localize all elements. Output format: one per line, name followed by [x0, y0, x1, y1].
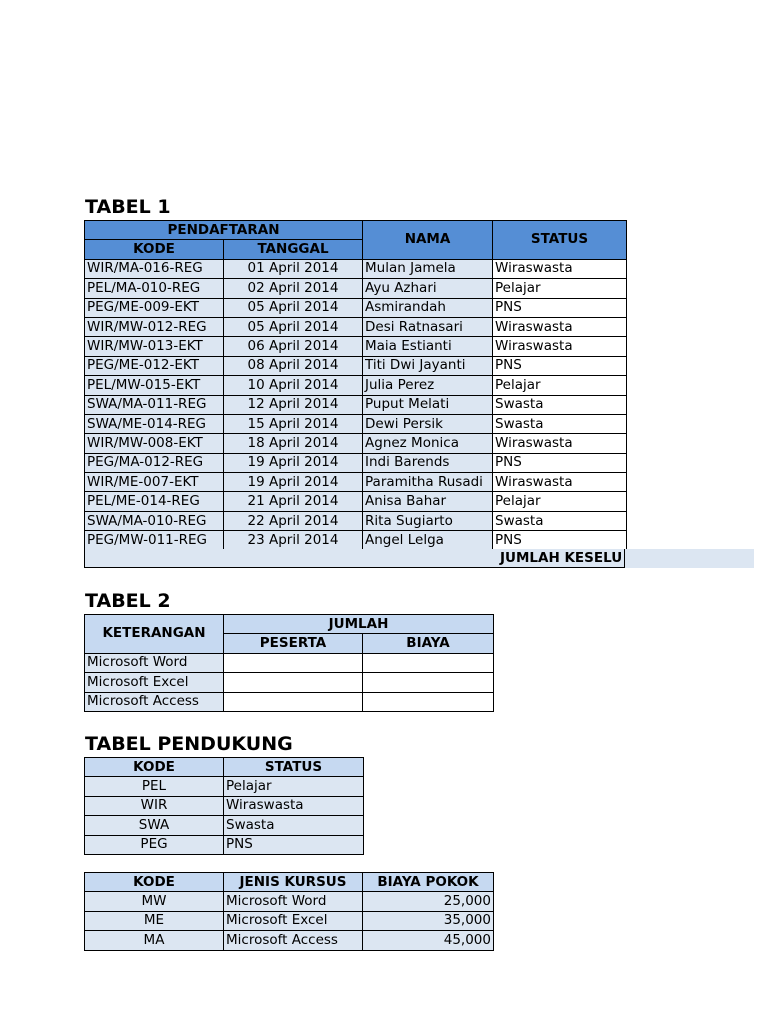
kode-cell: WIR — [85, 796, 224, 815]
kode-cell: SWA/ME-014-REG — [85, 414, 224, 433]
kode-cell: SWA/MA-011-REG — [85, 395, 224, 414]
header-biaya: BIAYA — [363, 634, 494, 653]
keterangan-cell: Microsoft Excel — [85, 673, 224, 692]
nama-cell: Desi Ratnasari — [363, 317, 493, 336]
status-cell: Pelajar — [493, 492, 627, 511]
table-row — [85, 931, 494, 950]
jumlah-keseluruhan-label: JUMLAH KESELU — [500, 550, 623, 566]
status-cell: Wiraswasta — [493, 259, 627, 278]
kode-cell: PEG/MA-012-REG — [85, 453, 224, 472]
kursus-table — [84, 872, 494, 951]
tabel1 — [84, 220, 627, 551]
nama-cell: Mulan Jamela — [363, 259, 493, 278]
nama-cell: Anisa Bahar — [363, 492, 493, 511]
table-row — [85, 298, 627, 317]
table-row — [85, 673, 494, 692]
tanggal-cell: 10 April 2014 — [224, 376, 363, 395]
tanggal-cell: 06 April 2014 — [224, 337, 363, 356]
header-keterangan: KETERANGAN — [85, 615, 224, 654]
kode-cell: WIR/MW-013-EKT — [85, 337, 224, 356]
nama-cell: Puput Melati — [363, 395, 493, 414]
table-row — [85, 376, 627, 395]
nama-cell: Maia Estianti — [363, 337, 493, 356]
table-row — [85, 434, 627, 453]
peserta-cell — [224, 692, 363, 711]
nama-cell: Asmirandah — [363, 298, 493, 317]
status-cell: PNS — [493, 298, 627, 317]
status-cell: Swasta — [224, 816, 364, 835]
tabel1-title: TABEL 1 — [85, 196, 171, 218]
table-row — [85, 337, 627, 356]
nama-cell: Julia Perez — [363, 376, 493, 395]
jenis-kursus-cell: Microsoft Access — [224, 931, 363, 950]
header-peserta: PESERTA — [224, 634, 363, 653]
biaya-pokok-cell: 25,000 — [363, 892, 494, 911]
status-table — [84, 757, 364, 855]
status-cell: PNS — [493, 356, 627, 375]
kode-cell: PEL/MA-010-REG — [85, 279, 224, 298]
kode-cell: PEG/ME-009-EKT — [85, 298, 224, 317]
status-cell: Swasta — [493, 395, 627, 414]
kode-cell: MW — [85, 892, 224, 911]
header-nama: NAMA — [363, 221, 493, 260]
table-row — [85, 414, 627, 433]
status-cell: PNS — [493, 531, 627, 550]
tanggal-cell: 01 April 2014 — [224, 259, 363, 278]
nama-cell: Angel Lelga — [363, 531, 493, 550]
keterangan-cell: Microsoft Access — [85, 692, 224, 711]
table-row — [85, 473, 627, 492]
peserta-cell — [224, 673, 363, 692]
table-row — [85, 259, 627, 278]
tanggal-cell: 19 April 2014 — [224, 473, 363, 492]
biaya-cell — [363, 673, 494, 692]
kode-cell: PEL/ME-014-REG — [85, 492, 224, 511]
table-row — [85, 892, 494, 911]
table-row — [85, 653, 494, 672]
biaya-pokok-cell: 45,000 — [363, 931, 494, 950]
nama-cell: Dewi Persik — [363, 414, 493, 433]
kode-cell: PEG/MW-011-REG — [85, 531, 224, 550]
kode-cell: SWA/MA-010-REG — [85, 511, 224, 530]
nama-cell: Rita Sugiarto — [363, 511, 493, 530]
tanggal-cell: 02 April 2014 — [224, 279, 363, 298]
tanggal-cell: 08 April 2014 — [224, 356, 363, 375]
status-cell: Pelajar — [493, 376, 627, 395]
status-cell: Swasta — [493, 414, 627, 433]
table-row — [85, 511, 627, 530]
table-row — [85, 531, 627, 550]
table-row — [85, 453, 627, 472]
header-kode: KODE — [85, 240, 224, 259]
kursus-table-header: KODE — [85, 873, 224, 892]
tabel1-footer — [84, 549, 754, 568]
nama-cell: Indi Barends — [363, 453, 493, 472]
header-tanggal: TANGGAL — [224, 240, 363, 259]
tanggal-cell: 05 April 2014 — [224, 298, 363, 317]
jenis-kursus-cell: Microsoft Excel — [224, 911, 363, 930]
kode-cell: PEL — [85, 777, 224, 796]
status-cell: Pelajar — [493, 279, 627, 298]
keterangan-cell: Microsoft Word — [85, 653, 224, 672]
table-row — [85, 279, 627, 298]
kode-cell: WIR/MA-016-REG — [85, 259, 224, 278]
kode-cell: ME — [85, 911, 224, 930]
kode-cell: SWA — [85, 816, 224, 835]
tabel2 — [84, 614, 494, 712]
kode-cell: PEG — [85, 835, 224, 854]
table-row — [85, 692, 494, 711]
status-cell: Wiraswasta — [493, 317, 627, 336]
tanggal-cell: 23 April 2014 — [224, 531, 363, 550]
table-row — [85, 317, 627, 336]
nama-cell: Agnez Monica — [363, 434, 493, 453]
tanggal-cell: 19 April 2014 — [224, 453, 363, 472]
jenis-kursus-cell: Microsoft Word — [224, 892, 363, 911]
tanggal-cell: 05 April 2014 — [224, 317, 363, 336]
table-row — [85, 777, 364, 796]
table-row — [85, 796, 364, 815]
status-table-header: KODE — [85, 758, 224, 777]
tabel2-title: TABEL 2 — [85, 590, 171, 612]
kode-cell: PEG/ME-012-EKT — [85, 356, 224, 375]
kode-cell: PEL/MW-015-EKT — [85, 376, 224, 395]
table-row — [85, 395, 627, 414]
kode-cell: WIR/MW-012-REG — [85, 317, 224, 336]
header-jumlah: JUMLAH — [224, 615, 494, 634]
table-row — [85, 492, 627, 511]
table-row — [85, 911, 494, 930]
status-cell: PNS — [224, 835, 364, 854]
status-cell: Pelajar — [224, 777, 364, 796]
nama-cell: Paramitha Rusadi — [363, 473, 493, 492]
nama-cell: Titi Dwi Jayanti — [363, 356, 493, 375]
status-cell: Wiraswasta — [493, 434, 627, 453]
tanggal-cell: 18 April 2014 — [224, 434, 363, 453]
status-cell: Swasta — [493, 511, 627, 530]
status-cell: Wiraswasta — [493, 337, 627, 356]
status-cell: PNS — [493, 453, 627, 472]
nama-cell: Ayu Azhari — [363, 279, 493, 298]
status-cell: Wiraswasta — [493, 473, 627, 492]
status-cell: Wiraswasta — [224, 796, 364, 815]
tabel-pendukung-title: TABEL PENDUKUNG — [85, 733, 293, 755]
status-table-header: STATUS — [224, 758, 364, 777]
table-row — [85, 356, 627, 375]
kode-cell: WIR/ME-007-EKT — [85, 473, 224, 492]
tanggal-cell: 12 April 2014 — [224, 395, 363, 414]
header-pendaftaran: PENDAFTARAN — [85, 221, 363, 240]
kode-cell: MA — [85, 931, 224, 950]
tanggal-cell: 22 April 2014 — [224, 511, 363, 530]
biaya-pokok-cell: 35,000 — [363, 911, 494, 930]
table-row — [85, 835, 364, 854]
biaya-cell — [363, 653, 494, 672]
kursus-table-header: BIAYA POKOK — [363, 873, 494, 892]
peserta-cell — [224, 653, 363, 672]
tanggal-cell: 15 April 2014 — [224, 414, 363, 433]
kursus-table-header: JENIS KURSUS — [224, 873, 363, 892]
biaya-cell — [363, 692, 494, 711]
kode-cell: WIR/MW-008-EKT — [85, 434, 224, 453]
header-status: STATUS — [493, 221, 627, 260]
table-row — [85, 816, 364, 835]
tanggal-cell: 21 April 2014 — [224, 492, 363, 511]
